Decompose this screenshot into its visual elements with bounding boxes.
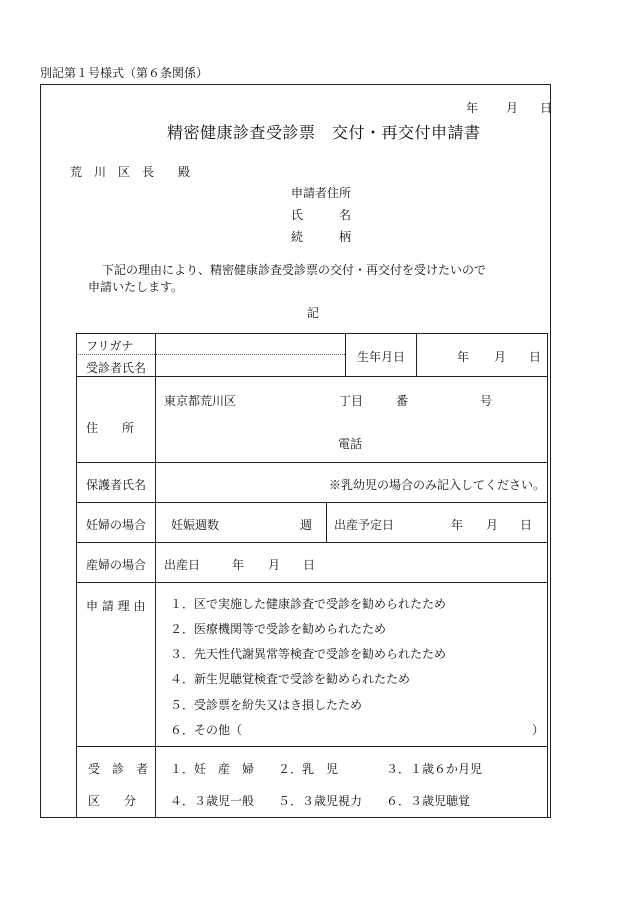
pregnant-label: 妊婦の場合	[86, 518, 147, 532]
address-label: 住 所	[86, 421, 135, 435]
guardian-note: ※乳幼児の場合のみ記入してください。	[329, 478, 546, 492]
furigana-divider	[76, 354, 345, 355]
applicant-relation-label: 続 柄	[291, 230, 352, 244]
due-month-label: 月	[486, 518, 499, 532]
category-option-4[interactable]: ４．３歳児一般	[170, 794, 255, 808]
reason-item-4[interactable]: ４．新生児聴覚検査で受診を勧められたため	[170, 672, 411, 686]
furigana-label: フリガナ	[86, 339, 134, 353]
go-label: 号	[480, 394, 493, 408]
category-option-2[interactable]: ２．乳 児	[278, 762, 339, 776]
category-option-1[interactable]: １．妊 産 婦	[170, 762, 255, 776]
chome-label: 丁目	[339, 394, 364, 408]
table-row-divider	[76, 502, 548, 503]
phone-label: 電話	[338, 437, 363, 451]
birthdate-label: 生年月日	[357, 350, 406, 364]
birth-month-label: 月	[494, 350, 507, 364]
due-date-label: 出産予定日	[334, 518, 395, 532]
table-row-divider	[76, 746, 548, 747]
category-option-6[interactable]: ６．３歳児聴覚	[386, 794, 471, 808]
gestation-weeks-label: 妊娠週数	[171, 518, 220, 532]
applicant-address-label: 申請者住所	[291, 186, 352, 200]
reason-item-2[interactable]: ２．医療機関等で受診を勧められたため	[170, 622, 387, 636]
table-border-right	[547, 333, 548, 817]
category-option-3[interactable]: ３．１歳６か月児	[386, 762, 483, 776]
category-label-1: 受 診 者	[88, 762, 149, 776]
table-row-divider	[76, 582, 548, 583]
birth-year-label: 年	[457, 350, 470, 364]
due-day-label: 日	[520, 518, 533, 532]
reason-item-1[interactable]: １．区で実施した健康診査で受診を勧められたため	[170, 597, 447, 611]
table-row-divider	[76, 542, 548, 543]
birth-day-year: 年	[232, 558, 245, 572]
request-text-line2: 申請いたします。	[88, 280, 184, 294]
addressee: 荒 川 区 長 殿	[70, 165, 191, 179]
category-option-5[interactable]: ５．３歳児視力	[278, 794, 363, 808]
reason-other-field[interactable]	[240, 719, 530, 737]
reason-item-3[interactable]: ３．先天性代謝異常等検査で受診を勧められたため	[170, 647, 447, 661]
reason-label: 申 請 理 由	[86, 599, 146, 613]
reason-other-close: ）	[532, 723, 545, 737]
birthdate-field[interactable]	[417, 334, 546, 375]
patient-name-field[interactable]	[157, 356, 344, 375]
category-label-2: 区 分	[88, 794, 137, 808]
form-title: 精密健康診査受診票 交付・再交付申請書	[167, 123, 481, 142]
form-number: 別記第１号様式（第６条関係）	[40, 66, 209, 80]
birth-day-day: 日	[303, 558, 316, 572]
guardian-label: 保護者氏名	[86, 478, 147, 492]
gestation-weeks-field[interactable]	[225, 504, 295, 541]
weeks-unit: 週	[300, 518, 313, 532]
due-year-label: 年	[451, 518, 464, 532]
reason-item-5[interactable]: ５．受診票を紛失又はき損したため	[170, 698, 363, 712]
birthdate-divider-left	[345, 333, 346, 376]
ban-label: 番	[396, 394, 409, 408]
table-border-bottom	[76, 817, 548, 818]
postpartum-label: 産婦の場合	[86, 558, 147, 572]
furigana-field[interactable]	[157, 334, 344, 353]
address-prefix: 東京都荒川区	[164, 394, 237, 408]
date-day-label: 日	[540, 101, 553, 115]
ki-label: 記	[307, 306, 320, 320]
birth-day-label: 日	[529, 350, 542, 364]
label-column-divider	[155, 333, 156, 817]
table-row-divider	[76, 462, 548, 463]
birth-day-label: 出産日	[164, 558, 201, 572]
applicant-name-label: 氏 名	[291, 208, 352, 222]
date-month-label: 月	[506, 101, 519, 115]
table-row-divider	[76, 376, 548, 377]
table-border-left	[76, 333, 77, 817]
date-year-label: 年	[466, 101, 479, 115]
patient-name-label: 受診者氏名	[86, 361, 147, 375]
request-text-line1: 下記の理由により、精密健康診査受診票の交付・再交付を受けたいので	[102, 263, 487, 277]
reason-item-6[interactable]: ６．その他（	[170, 723, 243, 737]
birth-day-month: 月	[268, 558, 281, 572]
pregnant-divider	[326, 502, 327, 542]
